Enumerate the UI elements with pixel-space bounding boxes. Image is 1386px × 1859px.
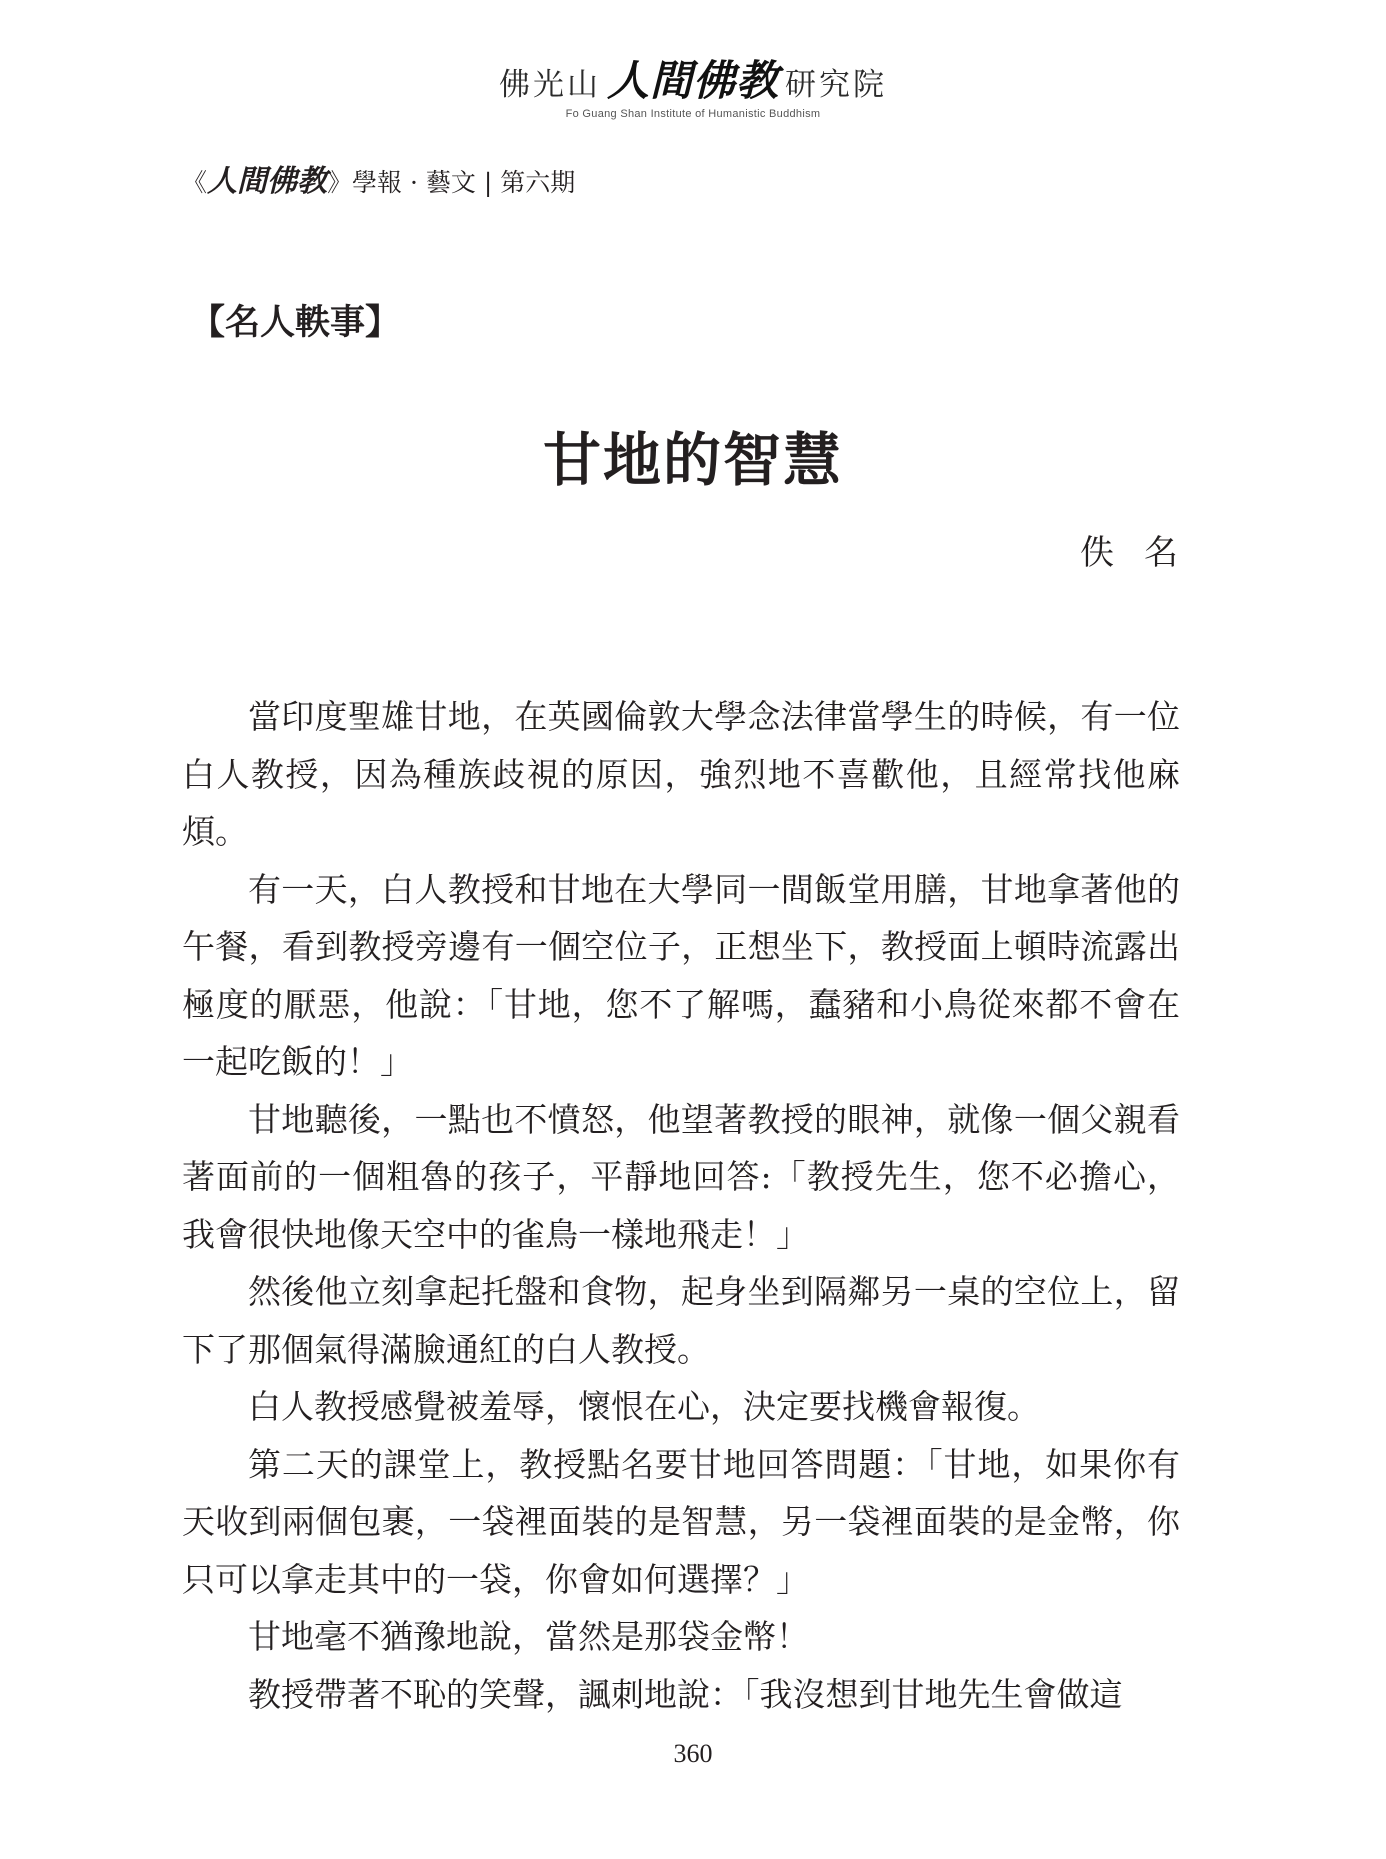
institute-brand-logotype: 人間佛教 <box>606 56 779 105</box>
paragraph: 教授帶著不恥的笑聲，諷刺地說：「我沒想到甘地先生會做這 <box>248 1674 1123 1714</box>
journal-header <box>182 162 575 203</box>
journal-issue-info: 學報 · 藝文 | 第六期 <box>352 168 576 197</box>
institute-name <box>0 56 1386 110</box>
paragraph: 有一天，白人教授和甘地在大學同一間飯堂用膳，甘地拿著他的午餐，看到教授旁邊有一個空位子，正想坐下，教授面上頓時流露出極度的厭惡，他說：「甘地，您不了解嗎，蠢豬和小鳥從來都不會在一起吃飯的！」 <box>182 869 1180 1081</box>
paragraph: 當印度聖雄甘地，在英國倫敦大學念法律當學生的時候，有一位白人教授，因為種族歧視的原因，強烈地不喜歡他，且經常找他麻煩。 <box>182 697 1180 851</box>
article-body <box>182 688 1180 1723</box>
journal-open-quote: 《 <box>182 168 208 197</box>
section-label: 【名人軼事】 <box>190 302 401 343</box>
paragraph: 甘地毫不猶豫地說，當然是那袋金幣！ <box>248 1617 809 1656</box>
institute-header <box>0 56 1386 120</box>
paragraph: 甘地聽後，一點也不憤怒，他望著教授的眼神，就像一個父親看著面前的一個粗魯的孩子，平靜地回答:「教授先生，您不必擔心，我會很快地像天空中的雀鳥一樣地飛走！」 <box>182 1099 1180 1254</box>
paragraph: 然後他立刻拿起托盤和食物，起身坐到隔鄰另一桌的空位上，留下了那個氣得滿臉通紅的白人教授。 <box>182 1272 1180 1369</box>
paragraph: 第二天的課堂上，教授點名要甘地回答問題：「甘地，如果你有天收到兩個包裹，一袋裡面裝的是智慧，另一袋裡面裝的是金幣，你只可以拿走其中的一袋，你會如何選擇？」 <box>182 1444 1180 1599</box>
institute-english-name: Fo Guang Shan Institute of Humanistic Buddhism <box>565 108 821 120</box>
journal-brand-logotype: 人間佛教 <box>207 164 328 199</box>
article-title: 甘地的智慧 <box>542 426 843 494</box>
author-name: 佚名 <box>1080 533 1208 573</box>
journal-close-quote: 》 <box>327 168 353 197</box>
institute-prefix: 佛光山 <box>498 67 601 103</box>
institute-suffix: 研究院 <box>785 67 887 103</box>
page-number: 360 <box>673 1739 713 1768</box>
paragraph: 白人教授感覺被羞辱，懷恨在心，決定要找機會報復。 <box>248 1387 1040 1426</box>
